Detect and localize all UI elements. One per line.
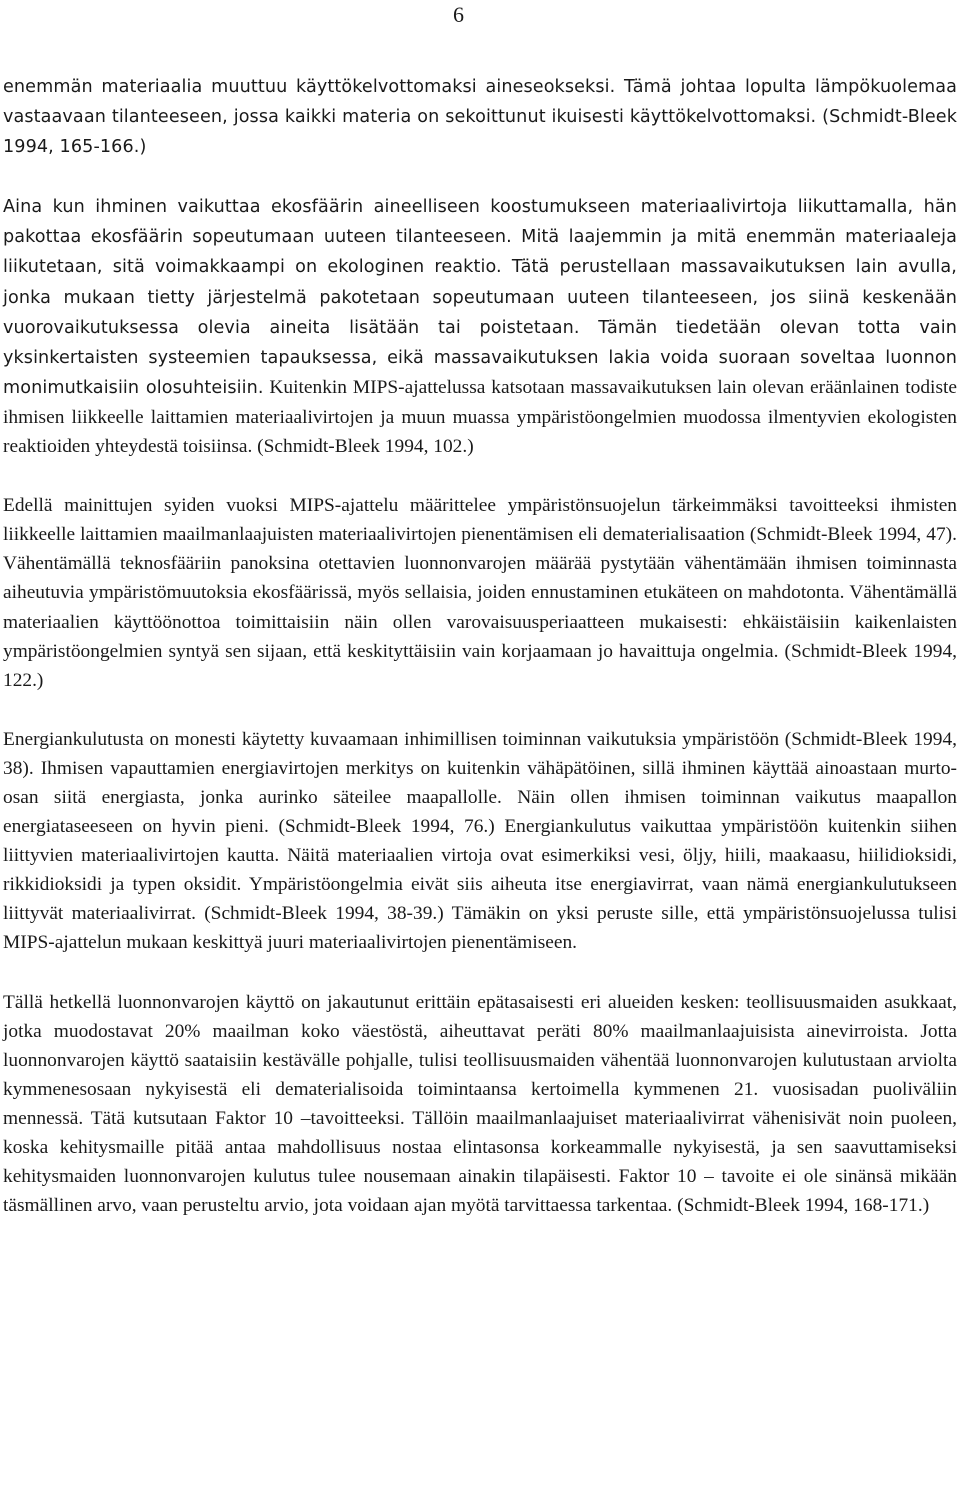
paragraph-2 (3, 192, 957, 461)
paragraph-3 (3, 491, 957, 695)
paragraph-5-text: Tällä hetkellä luonnonvarojen käyttö on jakautunut erittäin epätasaisesti eri alueiden kesken: teollisuusmaiden asukkaat, jotka muodostavat 20% maailman koko väestöstä, aiheuttavat peräti 80% maailmanlaajuisista ainevirroista. Jotta luonnonvarojen käyttö saataisiin kestävälle pohjalle, tulisi teollisuusmaiden vähentää luonnonvarojen kulutustaan arviolta kymmenesosaan nykyisestä eli dematerialisoida toimintaansa kertoimella kymmenen 21. vuosisadan puoliväliin mennessä. Tätä kutsutaan Faktor 10 –tavoitteeksi. Tällöin maailmanlaajuiset materiaalivirrat vähenisivät noin puoleen, koska kehitysmaille pitää antaa mahdollisuus nostaa elintasonsa korkeammalle nykyisestä, ja sen saavuttamiseksi kehitysmaiden luonnonvarojen kulutus tulee nousemaan ainakin tilapäisesti. Faktor 10 – tavoite ei ole sinänsä mikään täsmällinen arvo, vaan perusteltu arvio, jota voidaan ajan myötä tarvittaessa tarkentaa. (Schmidt-Bleek 1994, 168-171.) (3, 991, 957, 1217)
paragraph-2-text-a: Aina kun ihminen vaikuttaa ekosfäärin aineelliseen koostumukseen materiaalivirtoja liikuttamalla, hän pakottaa ekosfäärin sopeutumaan uuteen tilanteeseen. Mitä laajemmin ja mitä enemmän materiaaleja liikutetaan, sitä voimakkaampi on ekologinen reaktio. Tätä perustellaan massavaikutuksen lain avulla, jonka mukaan tietty järjestelmä pakotetaan sopeutumaan uuteen tilanteeseen, jos siinä keskenään vuorovaikutuksessa olevia aineita lisätään tai poistetaan. Tämän tiedetään olevan totta vain yksinkertaisten systeemien tapauksessa, eikä massavaikutuksen lakia voida suoraan soveltaa luonnon monimutkaisiin olosuhteisiin. (3, 197, 957, 398)
paragraph-5 (3, 988, 957, 1221)
document-body (3, 72, 957, 1250)
paragraph-2-text-b: Kuitenkin MIPS-ajattelussa katsotaan massavaikutuksen lain olevan eräänlainen todiste ihmisen liikkeelle laittamien materiaalivirtojen ja muun muassa ympäristöongelmien muodossa ilmentyvien ekologisten reaktioiden yhteydestä toisiinsa. (Schmidt-Bleek 1994, 102.) (3, 376, 957, 458)
paragraph-4-text: Energiankulutusta on monesti käytetty kuvaamaan inhimillisen toiminnan vaikutuksia ympäristöön (Schmidt-Bleek 1994, 38). Ihmisen vapauttamien energiavirtojen merkitys on kuitenkin vähäpätöinen, sillä ihminen käyttää ainoastaan murto-osan siitä energiasta, jonka aurinko säteilee maapallolle. Näin ollen ihmisen toiminnan vaikutus maapallon energiataseeseen on hyvin pieni. (Schmidt-Bleek 1994, 76.) Energiankulutus vaikuttaa ympäristöön kuitenkin siihen liittyvien materiaalivirtojen kautta. Näitä materiaalien virtoja ovat esimerkiksi vesi, öljy, hiili, maakaasu, hiilidioksidi, rikkidioksidi ja typen oksidit. Ympäristöongelmia eivät siis aiheuta itse energiavirrat, vaan nämä energiankulutukseen liittyvät materiaalivirrat. (Schmidt-Bleek 1994, 38-39.) Tämäkin on yksi peruste sille, että ympäristönsuojelussa tulisi MIPS-ajattelun mukaan keskittyä juuri materiaalivirtojen pienentämiseen. (3, 728, 957, 954)
paragraph-1-text: enemmän materiaalia muuttuu käyttökelvottomaksi aineseokseksi. Tämä johtaa lopulta lämpökuolemaa vastaavaan tilanteeseen, jossa kaikki materia on sekoittunut ikuisesti käyttökelvottomaksi. (Schmidt-Bleek 1994, 165-166.) (3, 77, 957, 158)
paragraph-3-text: Edellä mainittujen syiden vuoksi MIPS-ajattelu määrittelee ympäristönsuojelun tärkeimmäksi tavoitteeksi ihmisten liikkeelle laittamien maailmanlaajuisten materiaalivirtojen pienentämisen eli dematerialisaation (Schmidt-Bleek 1994, 47). Vähentämällä teknosfääriin panoksina otettavien luonnonvarojen määrää pystytään vähentämään ihmisen toiminnasta aiheutuvia ympäristömuutoksia ekosfäärissä, myös sellaisia, joiden ennustaminen etukäteen on mahdotonta. Vähentämällä materiaalien käyttöönottoa toimittaisiin näin ollen varovaisuusperiaatteen mukaisesti: ehkäistäisiin kaikenlaisten ympäristöongelmien syntyä sen sijaan, että keskityttäisiin vain korjaamaan jo havaittuja ongelmia. (Schmidt-Bleek 1994, 122.) (3, 495, 957, 691)
paragraph-1 (3, 72, 957, 162)
paragraph-4 (3, 725, 957, 958)
page-number: 6 (453, 2, 464, 27)
